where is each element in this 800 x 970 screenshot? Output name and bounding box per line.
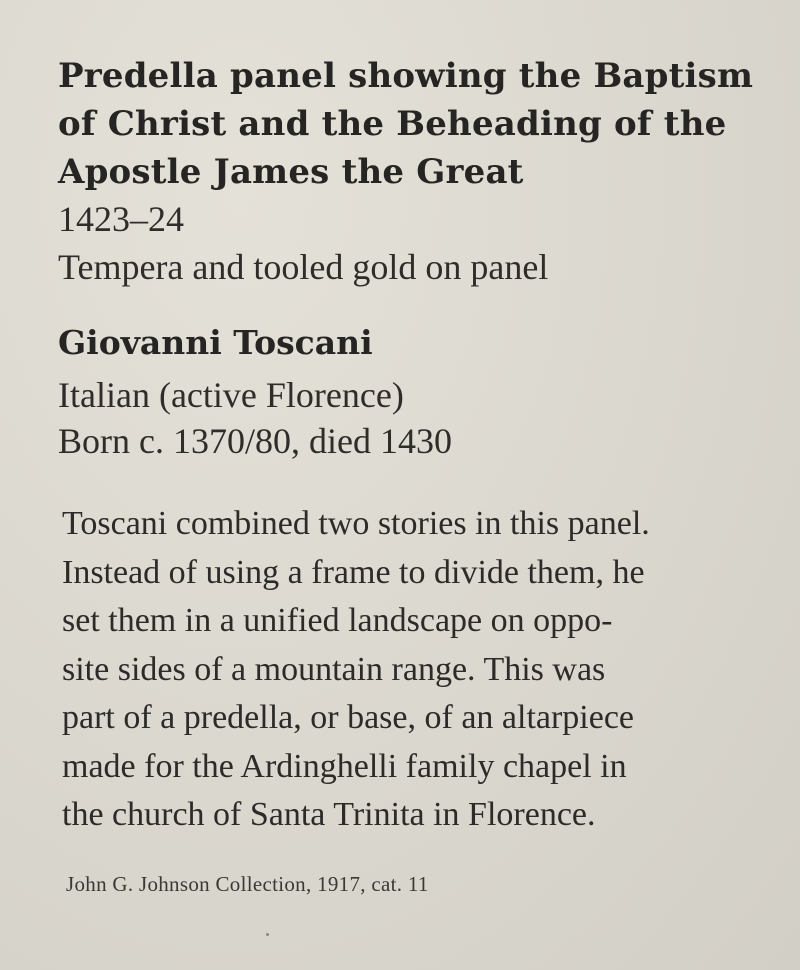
artwork-medium: Tempera and tooled gold on panel [58,247,549,287]
artist-name: Giovanni Toscani [58,323,373,362]
description-line: Instead of using a frame to divide them, he [62,553,645,591]
artwork-title [58,52,758,196]
artwork-title-line: of Christ and the Beheading of the [58,104,727,144]
surface-speck [266,933,269,936]
credit-line: John G. Johnson Collection, 1917, cat. 11 [66,872,429,896]
description-line: made for the Ardinghelli family chapel in [62,747,627,785]
artist-life-dates: Born c. 1370/80, died 1430 [58,421,452,461]
description-line: the church of Santa Trinita in Florence. [62,796,596,833]
description-line: part of a predella, or base, of an altarpiece [62,699,635,736]
artwork-date: 1423–24 [58,199,184,239]
description-line: Toscani combined two stories in this panel. [62,505,650,542]
description-line: set them in a unified landscape on oppo- [62,602,613,639]
artwork-title-line: Predella panel showing the Baptism [58,56,754,96]
description-line: site sides of a mountain range. This was [62,650,606,688]
artwork-description [62,500,762,840]
artist-nationality: Italian (active Florence) [58,375,404,415]
artwork-title-line: Apostle James the Great [58,152,524,192]
